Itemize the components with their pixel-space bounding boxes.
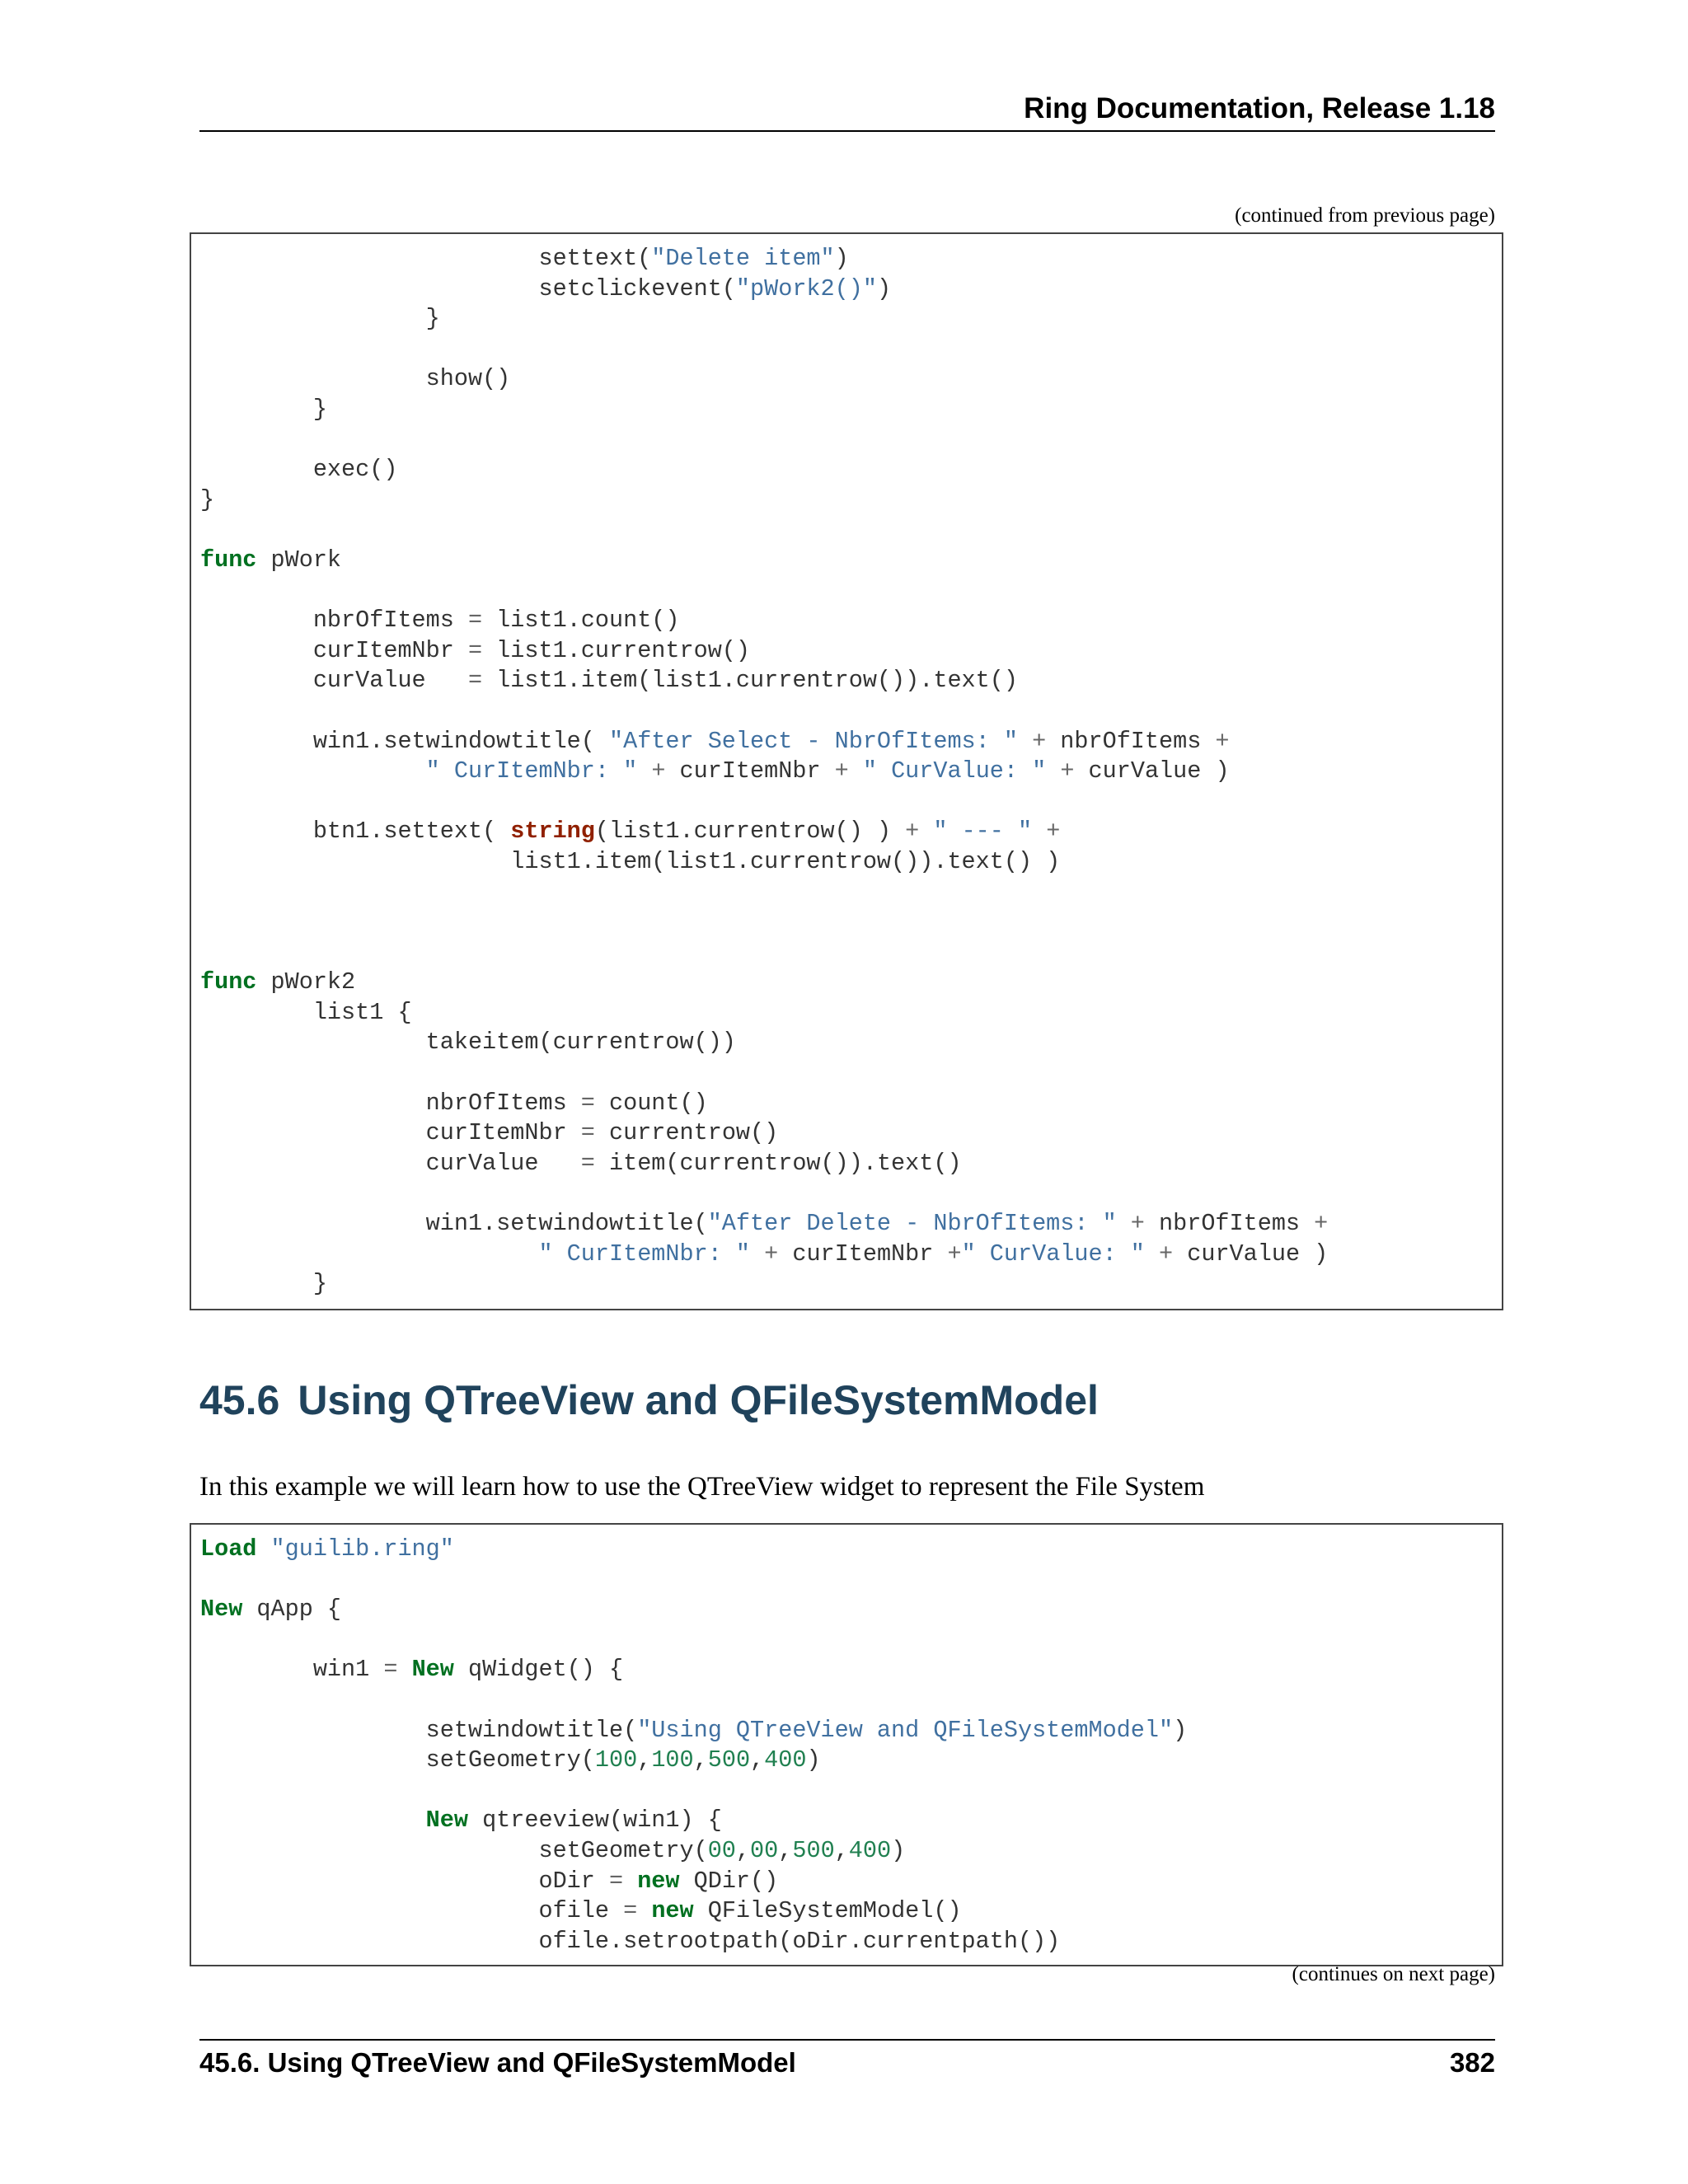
header-rule bbox=[199, 130, 1495, 132]
code-block-1-text: settext("Delete item") setclickevent("pWork2()") } show() } exec() } func pWork nbrOfItems = list1.count() curItemNbr = list1.currentrow() curValue = list1.item(list1.currentrow()).text() win1.setwindowtitle( "After Select - NbrOfItems: " + nbrOfItems + " CurItemNbr: " + curItemNbr + " CurValue: " + curValue ) btn1.settext( string(list1.currentrow() ) + " --- " + list1.item(list1.currentrow()).text() ) func pWork2 list1 { takeitem(currentrow()) nbrOfItems = count() curItemNbr = currentrow() curValue = item(currentrow()).text() win1.setwindowtitle("After Delete - NbrOfItems: " + nbrOfItems + " CurItemNbr: " + curItemNbr +" CurValue: " + curValue ) } bbox=[200, 245, 1329, 1298]
continued-from-note: (continued from previous page) bbox=[1235, 204, 1495, 227]
section-number: 45.6 bbox=[199, 1377, 280, 1423]
document-title: Ring Documentation, Release 1.18 bbox=[1024, 92, 1495, 124]
code-block-1 bbox=[190, 232, 1503, 1310]
section-title: Using QTreeView and QFileSystemModel bbox=[298, 1377, 1099, 1423]
continues-next-note: (continues on next page) bbox=[1292, 1963, 1495, 1985]
code-block-2-text: Load "guilib.ring" New qApp { win1 = New qWidget() { setwindowtitle("Using QTreeView and QFileSystemModel") setGeometry(100,100,500,400) New qtreeview(win1) { setGeometry(00,00,500,400) oDir = new QDir() ofile = new QFileSystemModel() ofile.setrootpath(oDir.currentpath()) bbox=[200, 1535, 1188, 1955]
page-number: 382 bbox=[1449, 2047, 1495, 2078]
footer-rule bbox=[199, 2039, 1495, 2041]
section-heading bbox=[199, 1376, 1099, 1424]
section-intro: In this example we will learn how to use the QTreeView widget to represent the File System bbox=[199, 1472, 1205, 1502]
footer-section-ref: 45.6. Using QTreeView and QFileSystemModel bbox=[199, 2047, 796, 2078]
code-block-2 bbox=[190, 1523, 1503, 1966]
